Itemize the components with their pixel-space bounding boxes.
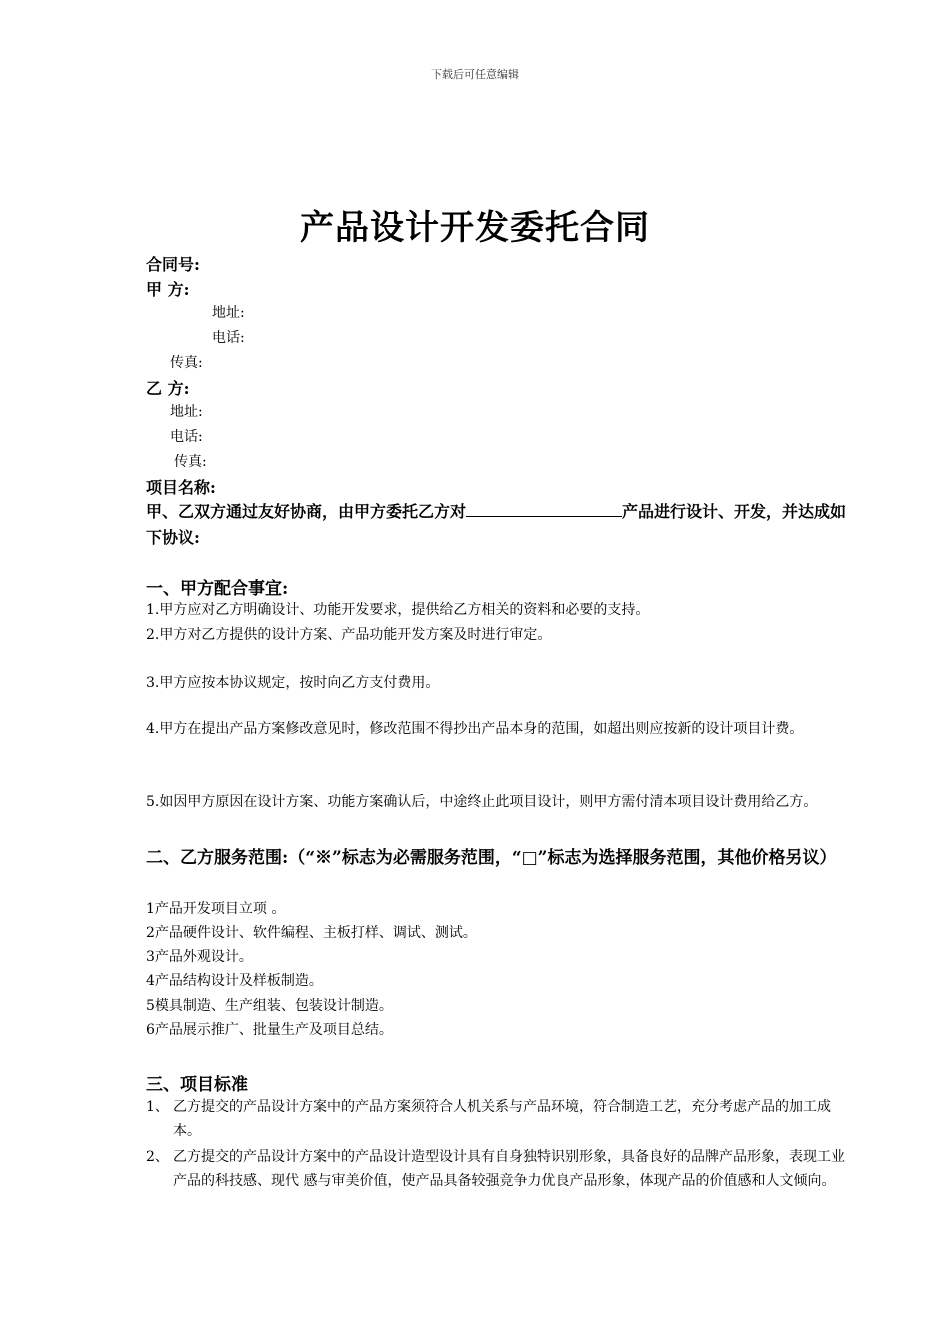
party-a-address: 地址: xyxy=(212,305,245,321)
section3-heading: 三、项目标准 xyxy=(146,1075,248,1095)
party-b-fax: 传真: xyxy=(174,454,207,470)
standard-item-number: 2、 xyxy=(146,1149,169,1165)
standard-item xyxy=(146,1095,848,1143)
section2-item: 1产品开发项目立项 。 xyxy=(146,901,286,917)
section1-item: 2.甲方对乙方提供的设计方案、产品功能开发方案及时进行审定。 xyxy=(146,627,552,643)
section2-item: 3产品外观设计。 xyxy=(146,949,253,965)
standard-item-text: 乙方提交的产品设计方案中的产品方案须符合人机关系与产品环境，符合制造工艺，充分考虑产品的加工成本。 xyxy=(173,1099,831,1139)
section2-item: 6产品展示推广、批量生产及项目总结。 xyxy=(146,1022,393,1038)
section1-item: 4.甲方在提出产品方案修改意见时，修改范围不得抄出产品本身的范围，如超出则应按新的设计项目计费。 xyxy=(146,721,804,737)
section2-item: 4产品结构设计及样板制造。 xyxy=(146,973,323,989)
product-blank-line xyxy=(466,500,622,517)
party-a-fax: 传真: xyxy=(170,355,203,371)
section1-item: 5.如因甲方原因在设计方案、功能方案确认后，中途终止此项目设计，则甲方需付清本项目设计费用给乙方。 xyxy=(146,794,818,810)
party-b-label: 乙 方: xyxy=(146,379,190,398)
intro-paragraph xyxy=(146,499,848,551)
contract-number-label: 合同号: xyxy=(146,255,200,274)
party-b-address: 地址: xyxy=(170,404,203,420)
project-name-label: 项目名称: xyxy=(146,478,216,497)
standard-item-text: 乙方提交的产品设计方案中的产品设计造型设计具有自身独特识别形象，具备良好的品牌产品形象，表现工业产品的科技感、现代 感与审美价值，使产品具备较强竞争力优良产品形象，体现产品的价值感和人文倾向。 xyxy=(173,1149,845,1189)
intro-before: 甲、乙双方通过友好协商，由甲方委托乙方对 xyxy=(146,502,467,521)
standard-item-number: 1、 xyxy=(146,1099,169,1115)
party-a-phone: 电话: xyxy=(212,330,245,346)
standard-item xyxy=(146,1145,848,1193)
section1-item: 1.甲方应对乙方明确设计、功能开发要求，提供给乙方相关的资料和必要的支持。 xyxy=(146,602,650,618)
party-a-label: 甲 方: xyxy=(146,280,190,299)
section2-item: 2产品硬件设计、软件编程、主板打样、调试、测试。 xyxy=(146,925,477,941)
intro-after: 产品进行设计、开发，并达成如下协议: xyxy=(146,502,847,547)
section1-heading: 一、甲方配合事宜: xyxy=(146,579,289,599)
section1-item: 3.甲方应按本协议规定，按时向乙方支付费用。 xyxy=(146,675,440,691)
document-title: 产品设计开发委托合同 xyxy=(300,208,650,248)
party-b-phone: 电话: xyxy=(170,429,203,445)
section2-heading: 二、乙方服务范围:（“※”标志为必需服务范围，“□”标志为选择服务范围，其他价格另议） xyxy=(146,848,837,868)
section2-item: 5模具制造、生产组装、包装设计制造。 xyxy=(146,998,393,1014)
header-note: 下载后可任意编辑 xyxy=(431,68,519,81)
